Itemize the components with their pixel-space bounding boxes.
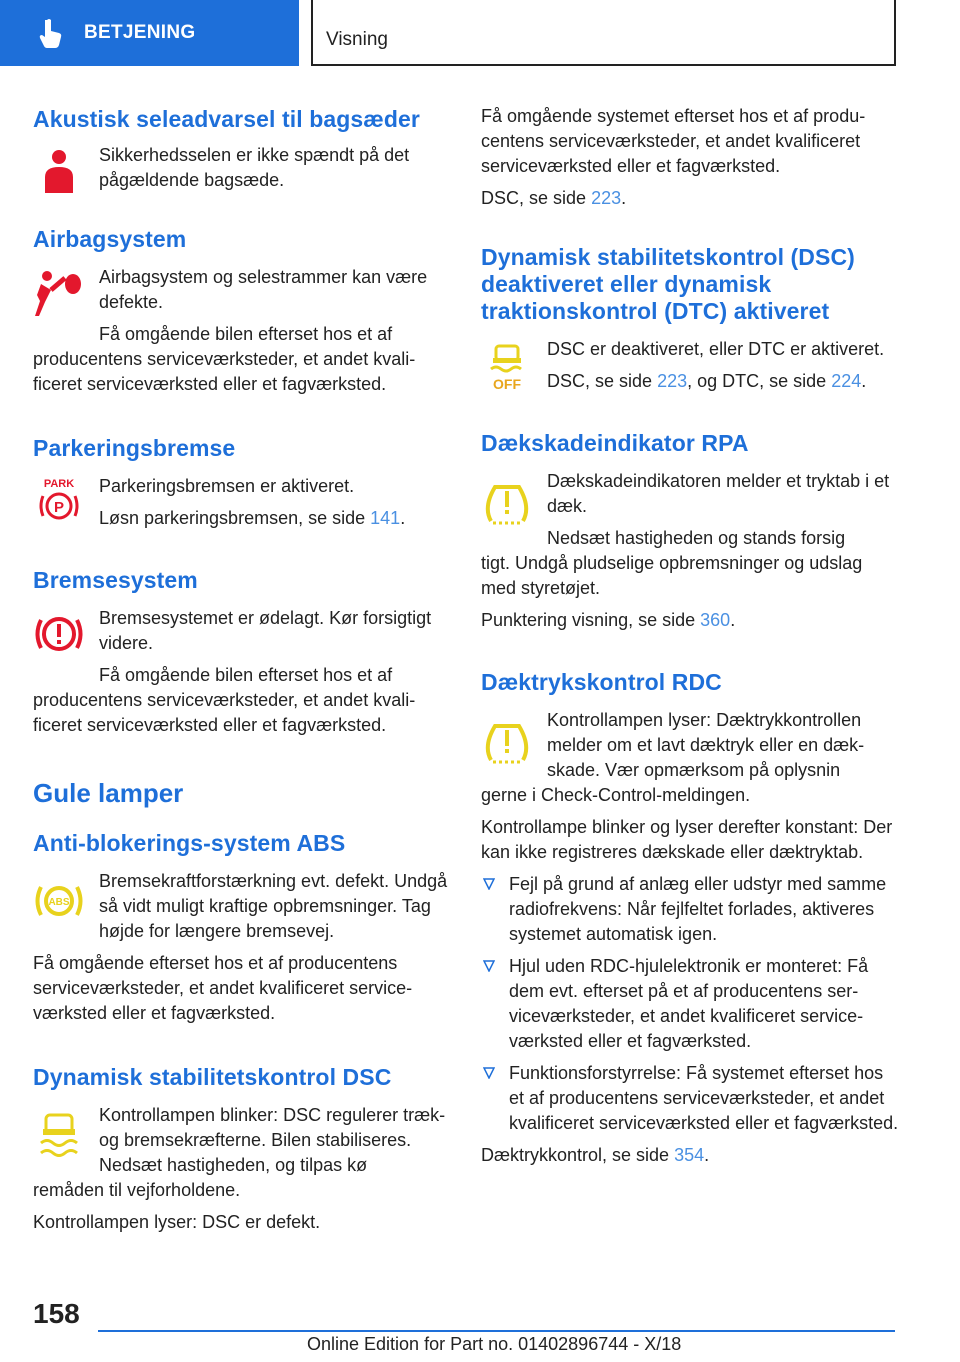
text-rpa-2a: Nedsæt hastigheden og stands forsig <box>547 528 846 548</box>
page-number: 158 <box>33 1298 80 1329</box>
brake-warning-icon <box>33 608 85 660</box>
text-rdc-3: Dæktrykkontrol, se side 354. <box>481 1145 710 1165</box>
text-rdc-1a: Kontrollampen lyser: Dæktrykkontrollen melder om et lavt dæktryk eller en dækskade. Vær opmærksom på oplysnin <box>547 710 865 780</box>
page-link[interactable]: 223 <box>657 371 688 391</box>
tyre-warning-icon <box>481 477 533 529</box>
section-title: BETJENING <box>84 22 196 43</box>
triangle-bullet-icon <box>483 960 495 972</box>
section-tab[interactable] <box>0 0 299 66</box>
section-rear-seatbelt <box>33 106 453 193</box>
dsc-warning-icon <box>33 1111 85 1163</box>
section-airbag <box>33 226 453 397</box>
heading-yellow-lamps: Gule lamper <box>33 778 184 808</box>
footer-edition: Online Edition for Part no. 01402896744 - X/18 <box>307 1334 682 1354</box>
text-rdc-1b: gerne i Check-Control-meldingen. <box>481 785 751 805</box>
heading-airbag: Airbagsystem <box>33 226 187 252</box>
text-rpa-3: Punktering visning, se side 360. <box>481 610 736 630</box>
text-brake-system-2a: Få omgående bilen efterset hos et af <box>99 665 393 685</box>
parking-brake-icon <box>33 474 85 526</box>
text-airbag-2b: producentens serviceværksteder, et andet kvalificeret serviceværksted eller et fagværksted. <box>33 349 416 394</box>
text-brake-system-2b: producentens serviceværksteder, et andet kvalificeret serviceværksted eller et fagværksted. <box>33 690 416 735</box>
heading-rear-seatbelt: Akustisk seleadvarsel til bagsæder <box>33 106 420 132</box>
list-item: Funktionsforstyrrelse: Få systemet efterset hos et af producentens serviceværksteder, et andet kvalificeret serviceværksted eller et fagværksted. <box>481 1061 901 1136</box>
section-abs <box>33 830 453 1026</box>
heading-rdc: Dæktrykskontrol RDC <box>481 669 722 695</box>
section-dsc-off <box>481 244 901 394</box>
section-parking-brake <box>33 435 453 531</box>
text-dsc-2: Kontrollampen lyser: DSC er defekt. <box>33 1212 321 1232</box>
abs-warning-icon <box>33 875 85 927</box>
section-brake-system <box>33 567 453 738</box>
dsc-off-icon <box>481 343 533 395</box>
left-column <box>33 96 453 1235</box>
section-dsc <box>33 1064 453 1235</box>
heading-rpa: Dækskadeindikator RPA <box>481 430 749 456</box>
page-link[interactable]: 360 <box>700 610 731 630</box>
text-rear-seatbelt: Sikkerhedsselen er ikke spændt på det pågældende bagsæde. <box>99 145 410 190</box>
text-dsc-ref: DSC, se side 223. <box>481 188 627 208</box>
heading-dsc-off: Dynamisk stabilitetskontrol (DSC) deaktiveret eller dynamisk traktionskontrol (DTC) aktiveret <box>481 244 855 324</box>
text-rdc-2: Kontrollampe blinker og lyser derefter konstant: Der kan ikke registreres dækskade eller dæktryktab. <box>481 817 893 862</box>
text-brake-system-1: Bremsesystemet er ødelagt. Kør forsigtigt videre. <box>99 608 432 653</box>
section-rdc <box>481 669 901 1168</box>
breadcrumb[interactable] <box>311 0 896 66</box>
heading-dsc: Dynamisk stabilitetskontrol DSC <box>33 1064 392 1090</box>
text-rpa-1: Dækskadeindikatoren melder et tryktab i et dæk. <box>547 471 890 516</box>
page-link[interactable]: 224 <box>831 371 862 391</box>
heading-abs: Anti-blokerings-system ABS <box>33 830 346 856</box>
heading-parking-brake: Parkeringsbremse <box>33 435 236 461</box>
text-airbag-2a: Få omgående bilen efterset hos et af <box>99 324 393 344</box>
list-item: Hjul uden RDC-hjulelektronik er monteret: Få dem evt. efterset på et af producentens serviceværksteder, et andet kvalificeret serviceværksted eller et fagværksted. <box>481 954 901 1054</box>
text-dsc-1a: Kontrollampen blinker: DSC regulerer træk- og bremsekræfterne. Bilen stabiliseres. Nedsæt hastigheden, og tilpas kø <box>99 1105 446 1175</box>
right-column <box>481 96 901 1168</box>
text-dsc-1b: remåden til vejforholdene. <box>33 1180 241 1200</box>
page-link[interactable]: 354 <box>674 1145 705 1165</box>
text-parking-brake-1: Parkeringsbremsen er aktiveret. <box>99 476 355 496</box>
svg-text:PARK: PARK <box>43 478 75 490</box>
svg-text:P: P <box>53 499 65 516</box>
page-link[interactable]: 223 <box>591 188 622 208</box>
text-airbag-1: Airbagsystem og selestrammer kan være defekte. <box>99 267 428 312</box>
tyre-pressure-icon <box>481 716 533 768</box>
svg-text:ABS: ABS <box>48 897 70 908</box>
text-dsc-off-2: DSC, se side 223, og DTC, se side 224. <box>547 371 867 391</box>
svg-text:OFF: OFF <box>493 376 521 392</box>
heading-brake-system: Bremsesystem <box>33 567 198 593</box>
text-dsc-off-1: DSC er deaktiveret, eller DTC er aktiveret. <box>547 339 885 359</box>
airbag-warning-icon <box>33 267 85 319</box>
rdc-bullet-list <box>481 872 901 1136</box>
section-rpa <box>481 430 901 633</box>
list-item: Fejl på grund af anlæg eller udstyr med samme radiofrekvens: Når fejlfeltet forlades, aktiveres systemet automatisk igen. <box>481 872 901 947</box>
text-abs-2: Få omgående efterset hos et af producentens serviceværksteder, et andet kvalificeret serviceværksted eller et fagværksted. <box>33 953 413 1023</box>
triangle-bullet-icon <box>483 878 495 890</box>
hand-pointer-icon <box>34 16 68 50</box>
footer-divider <box>98 1330 895 1332</box>
text-dsc-continued: Få omgående systemet efterset hos et af producentens serviceværksteder, et andet kvalificeret serviceværksted eller et fagværksted. <box>481 106 866 176</box>
text-rpa-2b: tigt. Undgå pludselige opbremsninger og udslag med styretøjet. <box>481 553 863 598</box>
triangle-bullet-icon <box>483 1067 495 1079</box>
page-link[interactable]: 141 <box>370 508 401 528</box>
breadcrumb-label: Visning <box>326 29 388 50</box>
text-parking-brake-2: Løsn parkeringsbremsen, se side 141. <box>99 508 406 528</box>
text-abs-1: Bremsekraftforstærkning evt. defekt. Undgå så vidt muligt kraftige opbremsninger. Tag højde for længere bremsevej. <box>99 871 448 941</box>
seatbelt-warning-icon <box>33 147 85 199</box>
